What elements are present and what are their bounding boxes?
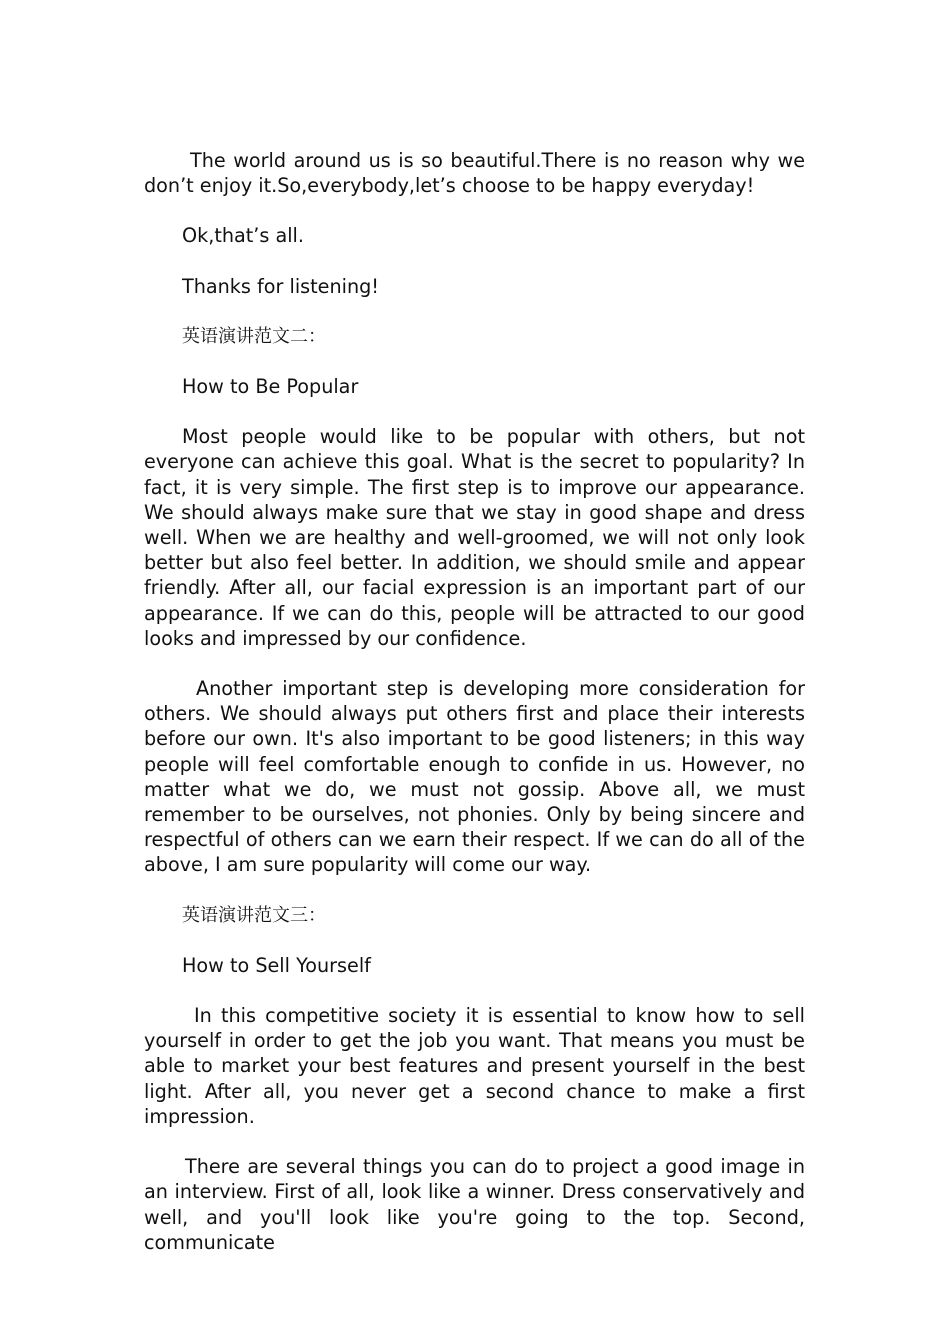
speech-title-popular: How to Be Popular [182, 375, 359, 399]
paragraph-sell-2: There are several things you can do to project a good image in an interview. First of all, look like a winner. Dress conservatively and well, and you'll look like you're going to the top. Second, communicate [144, 1155, 805, 1254]
section-heading-sample-two: 英语演讲范文二： [182, 325, 326, 347]
paragraph-popular-1: Most people would like to be popular with others, but not everyone can achieve this goal. What is the secret to popularity? In fact, it is very simple. The first step is to improve our appearance. We should always make sure that we stay in good shape and dress well. When we are healthy and well-groomed, we will not only look better but also feel better. In addition, we should smile and appear friendly. After all, our facial expression is an important part of our appearance. If we can do this, people will be attracted to our good looks and impressed by our confidence. [144, 425, 805, 650]
section-heading-sample-three: 英语演讲范文三： [182, 904, 326, 926]
paragraph-closing-remark: The world around us is so beautiful.There is no reason why we don’t enjoy it.So,everybody,let’s choose to be happy everyday! [144, 149, 805, 198]
document-body [144, 148, 805, 1280]
paragraph-thanks: Thanks for listening! [182, 274, 379, 298]
paragraph-popular-2: Another important step is developing more consideration for others. We should always put others first and place their interests before our own. It's also important to be good listeners; in this way people will feel comfortable enough to confide in us. However, no matter what we do, we must not gossip. Above all, we must remember to be ourselves, not phonies. Only by being sincere and respectful of others can we earn their respect. If we can do all of the above, I am sure popularity will come our way. [144, 677, 805, 877]
speech-title-sell-yourself: How to Sell Yourself [182, 953, 371, 977]
paragraph-thats-all: Ok,that’s all. [182, 224, 304, 248]
paragraph-sell-1: In this competitive society it is essential to know how to sell yourself in order to get the job you want. That means you must be able to market your best features and present yourself in the best light. After all, you never get a second chance to make a first impression. [144, 1004, 805, 1128]
